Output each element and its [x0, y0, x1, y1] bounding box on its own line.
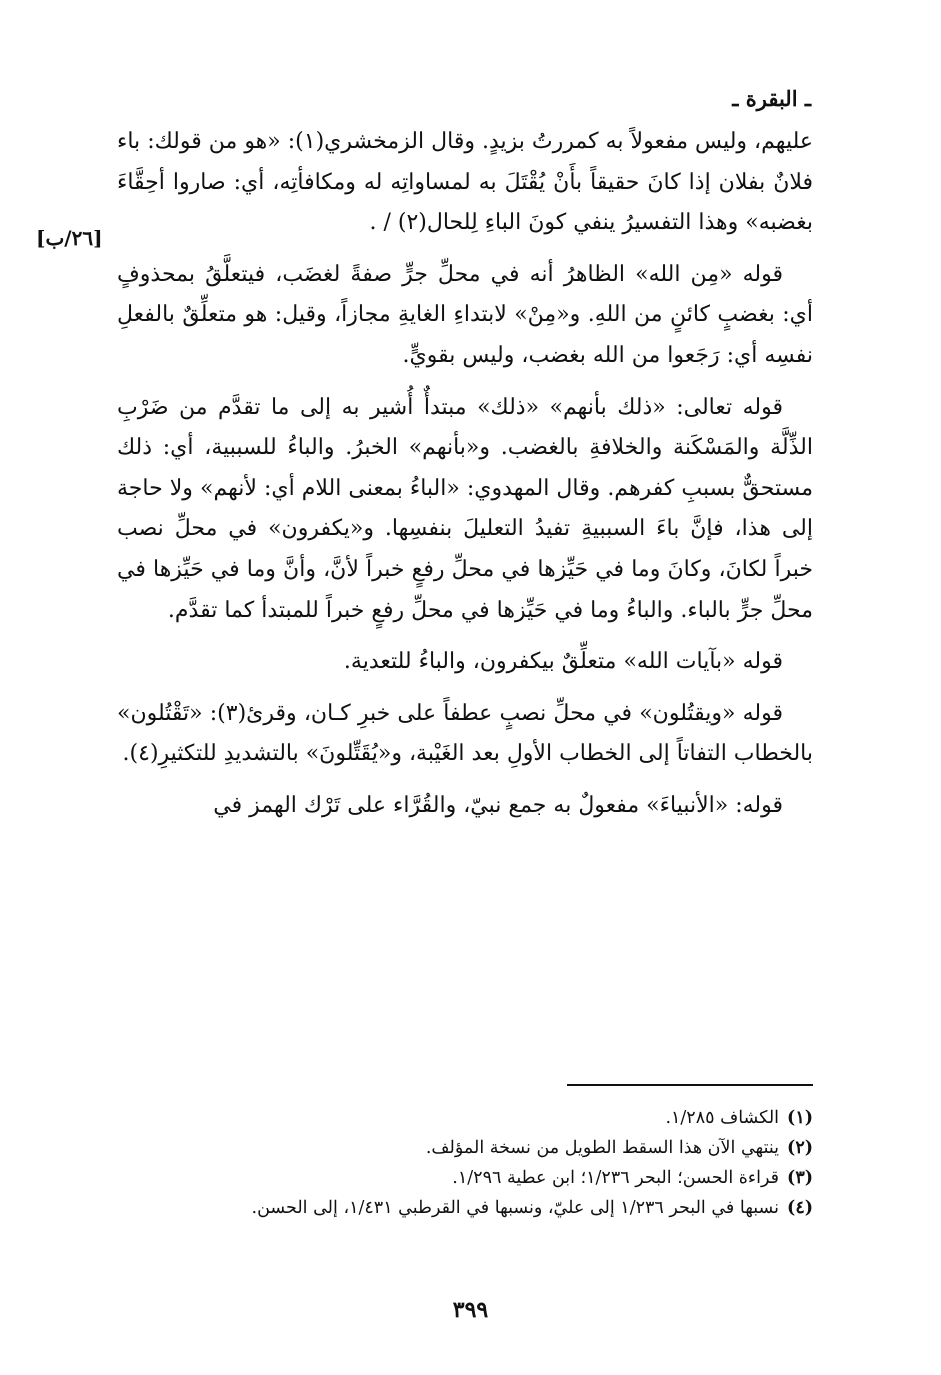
- page-number: ٣٩٩: [452, 1297, 489, 1323]
- footnote-number: (١): [787, 1108, 813, 1128]
- footnote-1: [113, 1103, 813, 1133]
- paragraph-2: قوله «مِن الله» الظاهرُ أنه في محلِّ جرٍّ صفةً لغضَب، فيتعلَّقُ بمحذوفٍ أي: بغضبٍ كائنٍ من اللهِ. و«مِنْ» لابتداءِ الغايةِ مجازاً، وقيل: هو متعلِّقٌ بالفعلِ نفسِه أي: رَجَعوا من الله بغضب، وليس بقويٍّ.: [117, 261, 813, 368]
- footnote-3: [113, 1163, 813, 1193]
- footnote-2: [113, 1133, 813, 1163]
- running-header: ـ البقرة ـ: [732, 86, 811, 111]
- paragraph-4: قوله «بآيات الله» متعلِّقٌ بيكفرون، والباءُ للتعدية.: [343, 649, 783, 675]
- paragraph-6: قوله: «الأنبياءَ» مفعولٌ به جمع نبيّ، والقُرَّاء على تَرْك الهمز في: [213, 792, 783, 818]
- footnote-text: نسبها في البحر ١/٢٣٦ إلى عليّ، ونسبها في القرطبي ١/٤٣١، إلى الحسن.: [251, 1198, 780, 1218]
- footnote-4: [113, 1193, 813, 1223]
- footnote-text: قراءة الحسن؛ البحر ١/٢٣٦؛ ابن عطية ١/٢٩٦.: [452, 1168, 780, 1188]
- footnote-text: الكشاف ١/٢٨٥.: [665, 1108, 780, 1128]
- footnotes: [113, 1103, 813, 1223]
- paragraph-5: قوله «ويقتُلون» في محلِّ نصبٍ عطفاً على خبرِ كـان، وقرئ(٣): «تَقْتُلون» بالخطاب التفاتاً إلى الخطاب الأولِ بعد الغَيْبة، و«يُقَتِّلونَ» بالتشديدِ للتكثيرِ(٤).: [117, 700, 813, 767]
- footnote-text: ينتهي الآن هذا السقط الطويل من نسخة المؤلف.: [425, 1138, 780, 1158]
- manuscript-folio-marker: [٢٦/ب]: [36, 226, 103, 250]
- footnote-number: (٣): [787, 1168, 813, 1188]
- footnote-separator: [567, 1084, 813, 1086]
- footnote-number: (٤): [787, 1198, 813, 1218]
- paragraph-1: عليهم، وليس مفعولاً به كمررتُ بزيدٍ. وقال الزمخشري(١): «هو من قولك: باء فلانٌ بفلان إذا كانَ حقيقاً بأَنْ يُقْتَلَ به لمساواتِه له ومكافأتِه، أي: صاروا أحِقَّاءَ بغضبه» وهذا التفسيرُ ينفي كونَ الباءِ لِلحال(٢) / .: [117, 129, 813, 236]
- footnote-number: (٢): [787, 1138, 813, 1158]
- main-text: [117, 122, 813, 838]
- paragraph-3: قوله تعالى: «ذلك بأنهم» «ذلك» مبتدأٌ أُشير به إلى ما تقدَّم من ضَرْبِ الذِّلَّة والمَسْكَنة والخلافةِ بالغضب. و«بأنهم» الخبرُ. والباءُ للسببية، أي: ذلك مستحقٌّ بسببِ كفرهم. وقال المهدوي: «الباءُ بمعنى اللام أي: لأنهم» ولا حاجة إلى هذا، فإنَّ باءَ السببيةِ تفيدُ التعليلَ بنفسِها. و«يكفرون» في محلِّ نصب خبراً لكانَ، وكانَ وما في حَيِّزها في محلِّ رفعٍ خبراً لأنَّ، وأنَّ وما في حَيِّزها في محلِّ جرٍّ بالباء. والباءُ وما في حَيِّزها في محلِّ رفعٍ خبراً للمبتدأ كما تقدَّم.: [117, 394, 813, 623]
